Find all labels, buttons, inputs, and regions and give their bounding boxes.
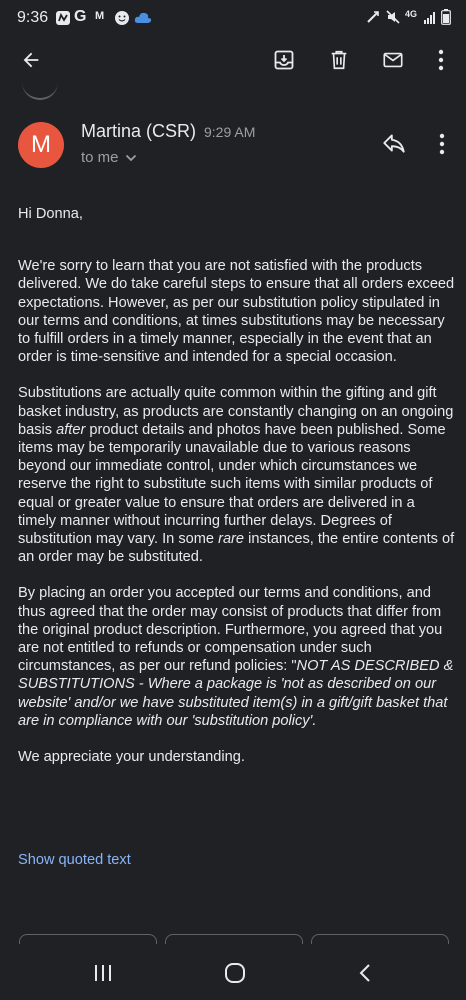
home-icon (224, 962, 246, 984)
delete-button[interactable] (325, 46, 353, 74)
trash-icon (328, 48, 350, 72)
reply-button[interactable] (381, 130, 409, 158)
paragraph-3: By placing an order you accepted our terms and conditions, and thus agreed that the order may consist of products that differ from the original product description. Furthermore, you agreed that you are not entitled to refunds or compensation under such circumstances, as per our refund policies: "NOT AS DESCRIBED & SUBSTITUTIONS - Where a package is 'not as described on our website' and/or we have substituted item(s) in a gift/gift basket that are in compliance with our 'substitution policy'. (18, 585, 454, 729)
recents-button[interactable] (88, 958, 118, 988)
mute-icon (386, 10, 400, 24)
battery-icon (441, 9, 451, 25)
chevron-down-icon (125, 154, 137, 162)
paragraph-1: We're sorry to learn that you are not satisfied with the products delivered. We do take careful steps to ensure that all orders exceed expectations. However, as per our substitution policy stipulated in our terms and conditions, at times substitutions may be necessary to fulfill orders in a timely manner, especially in the event that an order is time-sensitive and intended for a special occasion. (18, 258, 455, 366)
wifi-calling-icon (366, 10, 380, 24)
paragraph-2: Substitutions are actually quite common within the gifting and gift basket industry, as products are constantly changing on an ongoing basis after product details and photos have been published. Some items may be temporarily unavailable due to various reasons beyond our immediate control, under which circumstances we reserve the right to substitute such items with similar products of equal or greater value to ensure that orders are delivered in a timely manner without incurring further delays. Degrees of substitution may vary. In some rare instances, the entire contents of an order may be substituted. (18, 385, 455, 566)
archive-button[interactable] (270, 46, 298, 74)
more-options-button[interactable] (427, 46, 455, 74)
back-nav-button[interactable] (350, 958, 380, 988)
home-button[interactable] (220, 958, 250, 988)
avatar (18, 122, 64, 168)
previous-message-avatar (22, 76, 58, 100)
recipient-details-toggle[interactable] (81, 149, 137, 166)
archive-icon (272, 48, 296, 72)
notification-app-icon (55, 10, 71, 26)
status-time: 9:36 (17, 9, 49, 26)
mark-unread-button[interactable] (379, 46, 407, 74)
cloud-icon (134, 10, 152, 26)
system-nav-bar (0, 944, 466, 1000)
status-bar (0, 0, 466, 36)
greeting: Hi Donna, (18, 206, 83, 222)
more-vert-icon (438, 49, 444, 71)
message-time: 9:29 AM (204, 124, 256, 140)
show-quoted-text-link[interactable]: Show quoted text (18, 852, 131, 868)
recents-icon (93, 964, 113, 982)
reply-icon (381, 130, 407, 156)
message-more-button[interactable] (428, 130, 456, 158)
chevron-left-icon (358, 963, 372, 983)
network-type: 4G (405, 9, 418, 19)
google-icon: G (74, 8, 87, 25)
mail-icon (381, 49, 405, 71)
gmail-icon: M (95, 10, 105, 22)
closing-line: We appreciate your understanding. (18, 749, 245, 766)
smiley-icon (114, 10, 130, 26)
signal-icon (424, 12, 436, 24)
recipient-label: to me (81, 149, 119, 166)
sender-name: Martina (CSR) (81, 121, 197, 141)
arrow-back-icon (20, 49, 42, 71)
message-body (18, 205, 456, 784)
email-toolbar (0, 36, 466, 86)
avatar-letter: M (31, 131, 51, 158)
back-button[interactable] (17, 46, 45, 74)
more-vert-icon (439, 133, 445, 155)
